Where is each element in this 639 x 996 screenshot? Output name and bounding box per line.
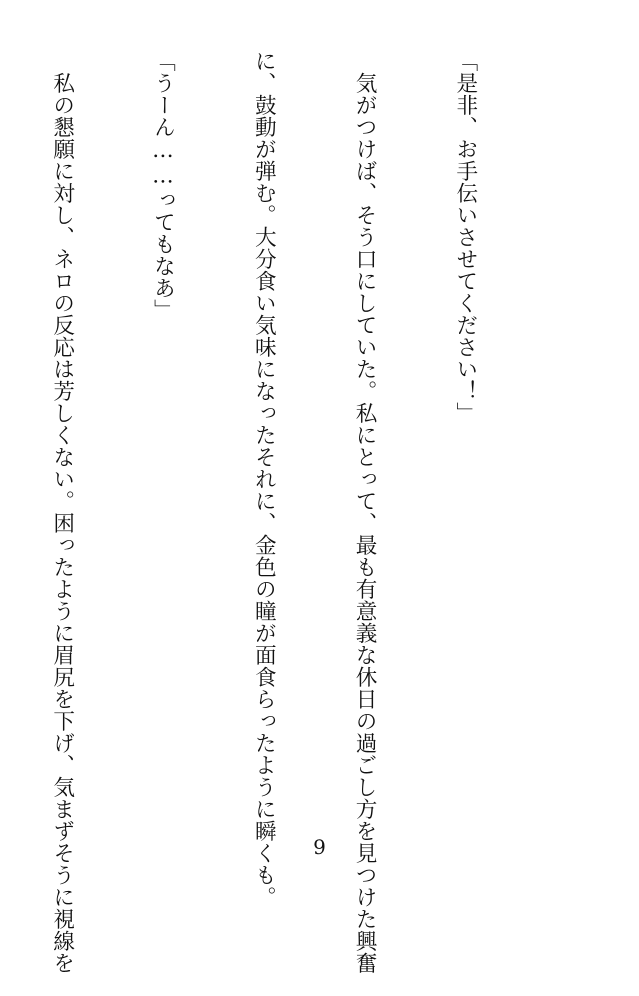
text-line: 気がつけば、そう口にしていた。私にとって、最も有意義な休日の過ごし方を見つけた興奮 — [352, 50, 378, 974]
text-line: 私の懇願に対し、ネロの反応は芳しくない。困ったように眉尻を下げ、気まずそうに視線を — [49, 50, 75, 974]
text-line: に、鼓動が弾む。大分食い気味になったそれに、金色の瞳が面食らったように瞬くも。 — [251, 50, 277, 908]
page-number: 9 — [313, 835, 326, 859]
text-line: 「うーん……ってもなあ」 — [150, 50, 176, 321]
body-text — [49, 50, 549, 974]
text-line: 「是非、お手伝いさせてください！」 — [452, 50, 478, 424]
